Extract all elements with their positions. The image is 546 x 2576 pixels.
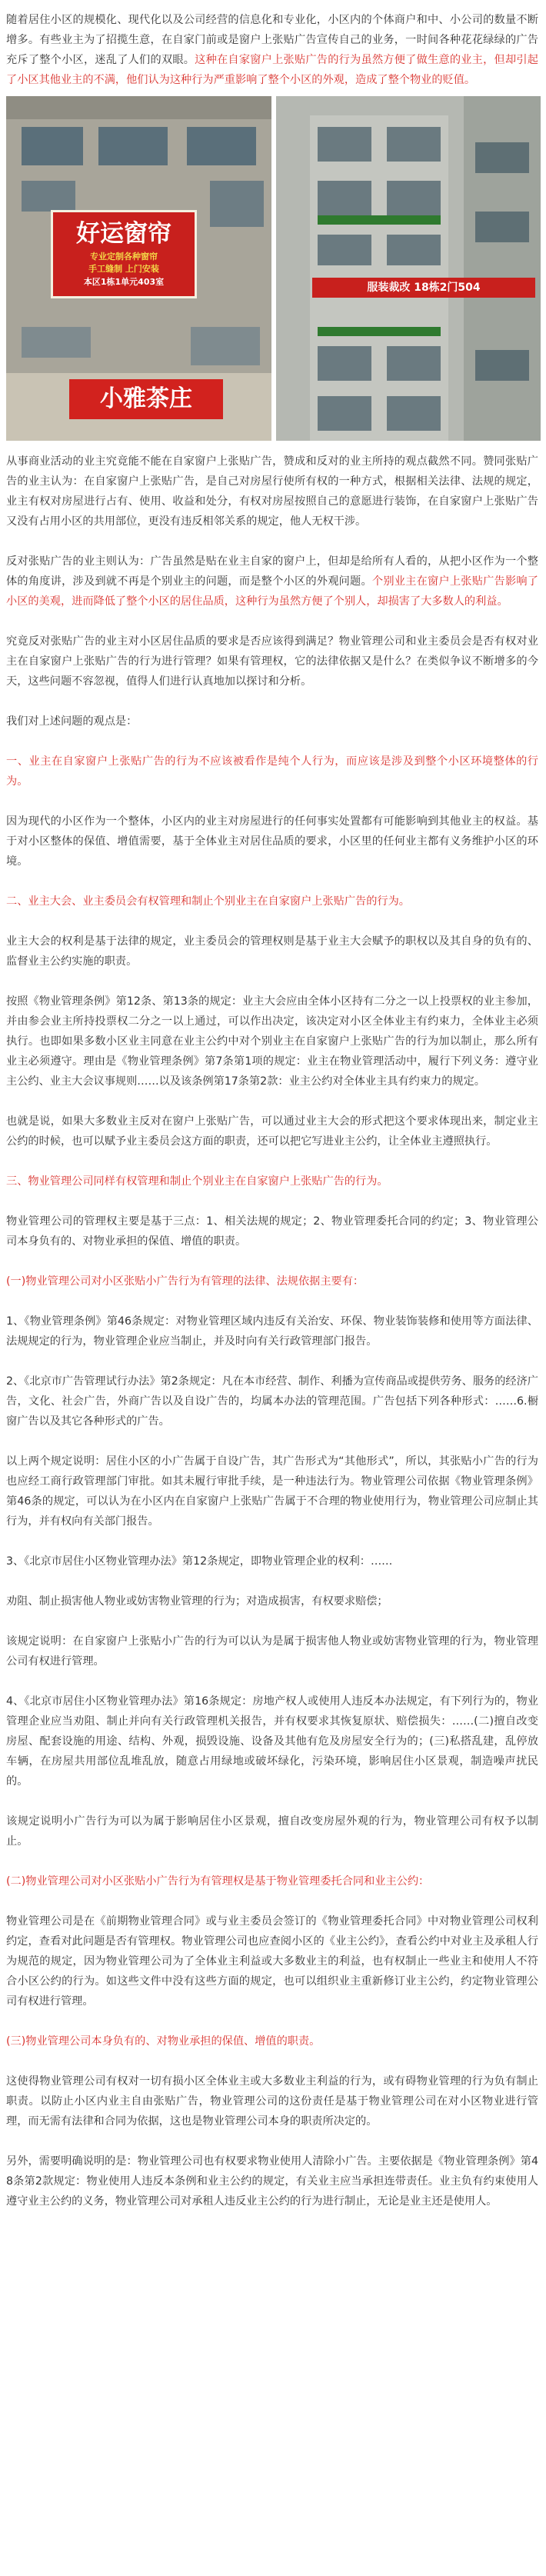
heading-3-2: (二)物业管理公司对小区张贴小广告行为有管理权是基于物业管理委托合同和业主公约： — [6, 1875, 430, 1888]
heading-3-3: (三)物业管理公司本身负有的、对物业承担的保值、增值的职责。 — [6, 2035, 321, 2048]
paragraph-additional: 另外，需要明确说明的是：物业管理公司也有权要求物业使用人清除小广告。主要依据是《物业管理条例》第48条第2款规定：物业使用人违反本条例和业主公约的规定，有关业主应当承担连带责任。业主负有约束使用人遵守业主公约的义务，物业管理公司对承租人违反业主公约的行为进行制止，无论是业主还是使用人。 — [6, 2155, 538, 2208]
curtain-shop-banner — [51, 210, 197, 298]
paragraph-rule-4: 4、《北京市居住小区物业管理办法》第16条规定：房地产权人或使用人违反本办法规定，有下列行为的，物业管理企业应当劝阻、制止并向有关行政管理机关报告，并有权要求其恢复原状、赔偿损失：……(二)擅自改变房屋、配套设施的用途、结构、外观，损毁设施、设备及其他有危及房屋安全行为的；(三)私搭乱建，乱停放车辆，在房屋共用部位乱堆乱放，随意占用绿地或破坏绿化，污染环境，影响居住小区景观，制造噪声扰民的。 — [6, 1695, 538, 1788]
paragraph-owners-assembly: 业主大会的权利是基于法律的规定，业主委员会的管理权则是基于业主大会赋予的职权以及其自身的负有的、监督业主公约实施的职责。 — [6, 935, 538, 968]
paragraph-rule-3-explain: 该规定说明：在自家窗户上张贴小广告的行为可以认为是属于损害他人物业或妨害物业管理的行为，物业管理公司有权进行管理。 — [6, 1635, 538, 1668]
paragraph-regulation-12-13: 按照《物业管理条例》第12条、第13条的规定：业主大会应由全体小区持有二分之一以上投票权的业主参加，并由参会业主所持投票权二分之一以上通过，可以作出决定，该决定对小区全体业主有约束力，全体业主必须执行。也即如果多数小区业主同意在业主公约中对个别业主在自家窗户上张贴广告的行为加以制止，那么所有业主必须遵守。理由是《物业管理条例》第7条第1项的规定：业主在物业管理活动中，履行下列义务：遵守业主公约、业主大会议事规则……以及该条例第17条第2款：业主公约对全体业主具有约束力的规定。 — [6, 995, 538, 1088]
heading-1: 一、业主在自家窗户上张贴广告的行为不应该被看作是纯个人行为，而应该是涉及到整个小区环境整体的行为。 — [6, 755, 538, 788]
paragraph-rule-explain: 以上两个规定说明：居住小区的小广告属于自设广告，其广告形式为“其他形式”，所以，其张贴小广告的行为也应经工商行政管理部门审批。如其未履行审批手续，是一种违法行为。物业管理公司依据《物业管理条例》第46条的规定，可以认为在小区内在自家窗户上张贴广告属于不合理的物业使用行为，物业管理公司应制止其行为，并有权向有关部门报告。 — [6, 1455, 538, 1528]
paragraph-community: 因为现代的小区作为一个整体，小区内的业主对房屋进行的任何事实处置都有可能影响到其他业主的权益。基于对小区整体的保值、增值需要，基于全体业主对居住品质的要求，小区里的任何业主都有义务维护小区的环境。 — [6, 815, 538, 868]
paragraph-rule-1: 1、《物业管理条例》第46条规定：对物业管理区域内违反有关治安、环保、物业装饰装修和使用等方面法律、法规规定的行为，物业管理企业应当制止，并及时向有关行政管理部门报告。 — [6, 1315, 538, 1348]
paragraph-owners-convention: 也就是说，如果大多数业主反对在窗户上张贴广告，可以通过业主大会的形式把这个要求体现出来，制定业主公约的时候，也可以赋予业主委员会这方面的职责，还可以把它写进业主公约，让全体业主遵照执行。 — [6, 1115, 538, 1148]
paragraph-rule-3: 3、《北京市居住小区物业管理办法》第12条规定，即物业管理企业的权利：…… — [6, 1555, 393, 1568]
curtain-shop-line-1: 专业定制各种窗帘 — [90, 252, 158, 262]
paragraph-question: 究竟反对张贴广告的业主对小区居住品质的要求是否应该得到满足？物业管理公司和业主委员会是否有权对业主在自家窗户上张贴广告的行为进行管理？如果有管理权，它的法律依据又是什么？在类似争议不断增多的今天，这些问题不容忽视，值得人们进行认真地加以探讨和分析。 — [6, 635, 538, 688]
paragraph-views: 从事商业活动的业主究竟能不能在自家窗户上张贴广告，赞成和反对的业主所持的观点截然不同。赞同张贴广告的业主认为：在自家窗户上张贴广告，是自己对房屋行使所有权的一种方式，根据相关法律、法规的规定，业主有权对房屋进行占有、使用、收益和处分，有权对房屋按照自己的意愿进行装饰，在自家窗户上张贴广告又没有占用小区的共用部位，更没有违反相邻关系的规定，他人无权干涉。 — [6, 455, 538, 528]
tailor-banner-text: 服装裁改 18栋2门504 — [367, 282, 481, 294]
tea-shop-banner — [69, 379, 223, 419]
heading-3: 三、物业管理公司同样有权管理和制止个别业主在自家窗户上张贴广告的行为。 — [6, 1175, 388, 1188]
tea-shop-title: 小雅茶庄 — [100, 385, 192, 412]
paragraph-rule-2: 2、《北京市广告管理试行办法》第2条规定：凡在本市经营、制作、利播为宣传商品或提供劳务、服务的经济广告，文化、社会广告，外商广告以及自设广告的，均属本办法的管理范围。广告包括下列各种形式：……6.橱窗广告以及其它各种形式的广告。 — [6, 1375, 538, 1428]
heading-3-1: (一)物业管理公司对小区张贴小广告行为有管理的法律、法规依据主要有： — [6, 1275, 365, 1288]
curtain-shop-line-2: 手工缝制 上门安装 — [88, 264, 159, 274]
paragraph-duty: 这使得物业管理公司有权对一切有损小区全体业主或大多数业主利益的行为，或有碍物业管理的行为负有制止职责。以防止小区内业主自由张贴广告，物业管理公司的这份责任是基于物业管理公司在对小区物业进行管理，而无需有法律和合同为依据，这也是物业管理公司本身的职责所决定的。 — [6, 2075, 538, 2128]
paragraph-rule-4-explain: 该规定说明小广告行为可以为属于影响居住小区景观，擅自改变房屋外观的行为，物业管理公司有权予以制止。 — [6, 1815, 538, 1848]
paragraph-contract: 物业管理公司是在《前期物业管理合同》或与业主委员会签订的《物业管理委托合同》中对物业管理公司权利约定，查看对此问题是否有管理权。物业管理公司也应查阅小区的《业主公约》，查看公约中对业主及承租人行为规范的规定，因为物业管理公司为了全体业主利益或大多数业主的利益，也有权制止一些业主和使用人不符合小区公约的行为。如这些文件中没有这些方面的规定，也可以组织业主重新修订业主公约，约定物业管理公司有权进行管理。 — [6, 1915, 538, 2008]
paragraph-oppose-highlight: 个别业主在窗户上张贴广告影响了小区的美观，进而降低了整个小区的居住品质，这种行为虽然方便了个别人，却损害了大多数人的利益。 — [6, 575, 538, 608]
paragraph-intro — [6, 10, 538, 90]
paragraph-rule-3-item: 劝阻、制止损害他人物业或妨害物业管理的行为；对造成损害，有权要求赔偿； — [6, 1595, 388, 1608]
curtain-shop-line-3: 本区1栋1单元403室 — [83, 277, 165, 287]
paragraph-opinion-intro: 我们对上述问题的观点是： — [6, 715, 138, 728]
paragraph-management-basis: 物业管理公司的管理权主要是基于三点：1、相关法规的规定；2、物业管理委托合同的约定；3、物业管理公司本身负有的、对物业承担的保值、增值的职责。 — [6, 1215, 538, 1248]
heading-2: 二、业主大会、业主委员会有权管理和制止个别业主在自家窗户上张贴广告的行为。 — [6, 895, 410, 908]
paragraph-intro-plain: 随着居住小区的规模化、现代化以及公司经营的信息化和专业化，小区内的个体商户和中、小公司的数量不断增多。有些业主为了招揽生意，在自家门前或是窗户上张贴广告宣传自己的业务，一时间各种花花绿绿的广告充斥了整个小区，迷乱了人们的双眼。 — [6, 14, 538, 66]
paragraph-intro-highlight: 这种在自家窗户上张贴广告的行为虽然方便了做生意的业主，但却引起了小区其他业主的不满，他们认为这种行为严重影响了整个小区的外观，造成了整个物业的贬值。 — [6, 54, 538, 86]
tailor-banner — [312, 278, 535, 298]
paragraph-oppose — [6, 552, 538, 612]
curtain-shop-title: 好运窗帘 — [76, 220, 171, 248]
paragraph-oppose-plain: 反对张贴广告的业主则认为：广告虽然是贴在业主自家的窗户上，但却是给所有人看的，从把小区作为一个整体的角度讲，涉及到就不再是个别业主的问题，而是整个小区的外观问题。 — [6, 555, 538, 588]
article-photo — [6, 96, 541, 441]
